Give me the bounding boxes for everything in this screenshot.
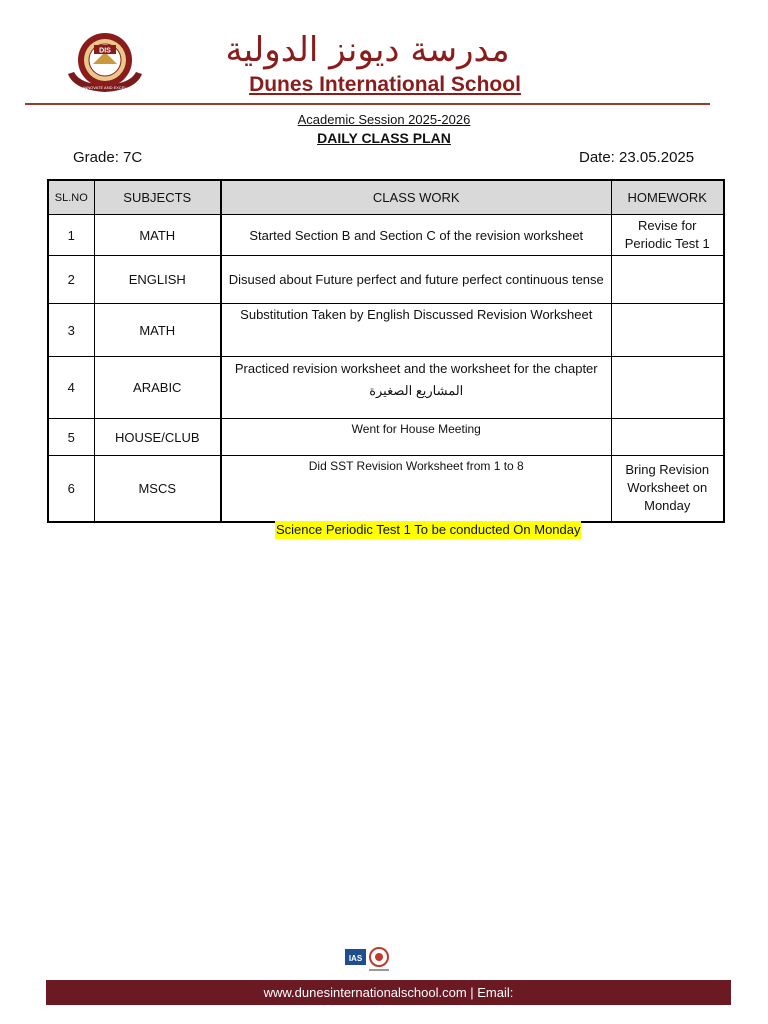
page-title: DAILY CLASS PLAN: [317, 130, 451, 146]
row-subject: MSCS: [94, 456, 221, 522]
row-subject: ARABIC: [94, 357, 221, 419]
header-divider: [25, 103, 710, 105]
row-slno: 6: [48, 456, 94, 522]
row-homework: [611, 357, 724, 419]
table-row: [48, 419, 724, 456]
row-slno: 3: [48, 304, 94, 357]
table-header-row: [48, 180, 724, 215]
row-slno: 2: [48, 256, 94, 304]
row-subject: HOUSE/CLUB: [94, 419, 221, 456]
svg-text:IAS: IAS: [348, 954, 363, 963]
header-slno: SL.NO: [48, 180, 94, 215]
header-subjects: SUBJECTS: [94, 180, 221, 215]
row-classwork: Practiced revision worksheet and the worksheet for the chapter المشاريع الصغيرة: [221, 357, 611, 419]
row-homework: [611, 304, 724, 357]
class-plan-table: [47, 179, 725, 523]
table-row: [48, 456, 724, 522]
row-classwork: Substitution Taken by English Discussed Revision Worksheet: [221, 304, 611, 357]
svg-text:DIS: DIS: [99, 47, 111, 55]
grade-label: Grade: 7C: [73, 149, 143, 166]
school-name-english: Dunes International School: [249, 73, 521, 96]
table-row: [48, 357, 724, 419]
certification-logo: [345, 946, 393, 976]
row-homework: [611, 256, 724, 304]
row-subject: MATH: [94, 215, 221, 256]
row-homework: Bring Revision Worksheet on Monday: [611, 456, 724, 522]
school-logo: [64, 30, 146, 98]
date-label: Date: 23.05.2025: [579, 149, 695, 166]
header-homework: HOMEWORK: [611, 180, 724, 215]
row-slno: 5: [48, 419, 94, 456]
school-name-arabic: مدرسة ديونز الدولية: [225, 30, 510, 70]
row-subject: MATH: [94, 304, 221, 357]
footer-bar: www.dunesinternationalschool.com | Email:: [46, 980, 731, 1005]
academic-session: Academic Session 2025-2026: [297, 112, 471, 127]
table-row: [48, 304, 724, 357]
row-homework: Revise for Periodic Test 1: [611, 215, 724, 256]
header-classwork: CLASS WORK: [221, 180, 611, 215]
table-row: [48, 256, 724, 304]
row-classwork: Went for House Meeting: [221, 419, 611, 456]
table-row: [48, 215, 724, 256]
svg-text:INNOVATE AND EXCEL: INNOVATE AND EXCEL: [83, 85, 127, 90]
row-classwork: Did SST Revision Worksheet from 1 to 8: [221, 456, 611, 522]
row-homework: [611, 419, 724, 456]
row-classwork: Started Section B and Section C of the revision worksheet: [221, 215, 611, 256]
row-classwork: Disused about Future perfect and future perfect continuous tense: [221, 256, 611, 304]
row-subject: ENGLISH: [94, 256, 221, 304]
test-notice: Science Periodic Test 1 To be conducted On Monday: [276, 522, 581, 537]
row-slno: 1: [48, 215, 94, 256]
row-slno: 4: [48, 357, 94, 419]
